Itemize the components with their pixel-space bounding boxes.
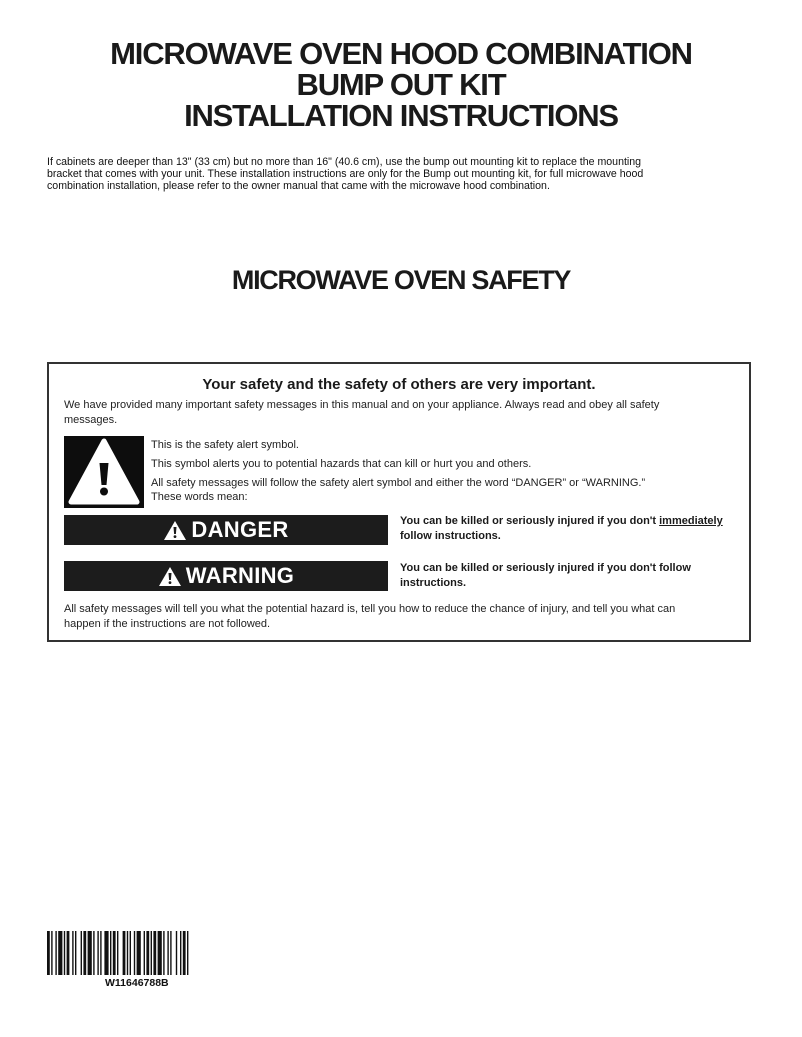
barcode-bar bbox=[83, 931, 86, 975]
safety-closing-paragraph bbox=[64, 602, 736, 632]
intro-line-2: bracket that comes with your unit. These installation instructions are only for the Bump out mounting kit, for full microwave hood bbox=[47, 168, 644, 181]
barcode-bar bbox=[144, 931, 145, 975]
safety-closing-line-1: All safety messages will tell you what the potential hazard is, tell you how to reduce the chance of injury, and tell you what can bbox=[64, 603, 676, 615]
warning-triangle-icon bbox=[64, 436, 144, 508]
barcode-bar bbox=[170, 931, 171, 975]
safety-box-heading: Your safety and the safety of others are very important. bbox=[202, 376, 596, 393]
barcode-bar bbox=[123, 931, 126, 975]
barcode-bar bbox=[93, 931, 94, 975]
safety-intro-line-2: messages. bbox=[64, 414, 118, 426]
barcode-bar bbox=[88, 931, 92, 975]
danger-label: DANGER bbox=[191, 517, 289, 542]
barcode-bar bbox=[75, 931, 76, 975]
barcode-bar bbox=[113, 931, 116, 975]
safety-box bbox=[47, 362, 751, 642]
barcode-bar bbox=[67, 931, 70, 975]
intro-line-3: combination installation, please refer to the owner manual that came with the microwave hood combination. bbox=[47, 180, 550, 193]
title-line-2: BUMP OUT KIT bbox=[296, 67, 506, 102]
barcode-bar bbox=[117, 931, 118, 975]
safety-section-heading: MICROWAVE OVEN SAFETY bbox=[231, 265, 571, 295]
alert-line-2: This symbol alerts you to potential hazards that can kill or hurt you and others. bbox=[151, 458, 532, 470]
barcode-bar bbox=[137, 931, 141, 975]
safety-alert-symbol-icon bbox=[64, 436, 144, 508]
danger-text-part1: You can be killed or seriously injured if you don't bbox=[400, 515, 660, 527]
warning-alert-icon bbox=[158, 566, 182, 587]
barcode-bar bbox=[51, 931, 52, 975]
alert-line-4: These words mean: bbox=[151, 491, 248, 503]
barcode-bar bbox=[176, 931, 177, 975]
barcode-bar bbox=[130, 931, 131, 975]
danger-signal-bar bbox=[64, 515, 388, 545]
barcode-bar bbox=[55, 931, 56, 975]
barcode-graphic bbox=[47, 931, 237, 976]
warning-text-line1: You can be killed or seriously injured if you don't follow bbox=[400, 562, 691, 574]
barcode-bar bbox=[187, 931, 188, 975]
warning-signal-bar bbox=[64, 561, 388, 591]
intro-line-1: If cabinets are deeper than 13" (33 cm) but no more than 16" (40.6 cm), use the bump out mounting kit to replace the mounting bbox=[47, 156, 642, 168]
barcode-bar bbox=[97, 931, 98, 975]
alert-line-1: This is the safety alert symbol. bbox=[151, 439, 299, 451]
barcode-bar bbox=[151, 931, 152, 975]
barcode-bar bbox=[146, 931, 149, 975]
danger-description bbox=[400, 514, 745, 544]
barcode-bar bbox=[127, 931, 128, 975]
barcode-bar bbox=[158, 931, 162, 975]
danger-text-line2: follow instructions. bbox=[400, 530, 501, 542]
barcode-bar bbox=[183, 931, 186, 975]
title-line-1: MICROWAVE OVEN HOOD COMBINATION bbox=[110, 36, 692, 71]
barcode-bar bbox=[47, 931, 50, 975]
danger-alert-icon bbox=[163, 520, 187, 541]
document-title bbox=[0, 38, 802, 131]
warning-description bbox=[400, 561, 745, 591]
barcode-number: W11646788B bbox=[105, 977, 169, 989]
title-line-3: INSTALLATION INSTRUCTIONS bbox=[184, 98, 618, 133]
barcode-bar bbox=[104, 931, 108, 975]
safety-intro-line-1: We have provided many important safety messages in this manual and on your appliance. Always read and obey all safety bbox=[64, 399, 660, 411]
barcode-bar bbox=[180, 931, 181, 975]
barcode-bar bbox=[167, 931, 168, 975]
safety-intro-paragraph bbox=[64, 398, 736, 428]
barcode-bar bbox=[110, 931, 111, 975]
barcode-bar bbox=[64, 931, 65, 975]
barcode-bar bbox=[81, 931, 82, 975]
warning-text-line2: instructions. bbox=[400, 577, 467, 589]
danger-text-emphasis: immediately bbox=[659, 515, 723, 527]
barcode-bar bbox=[134, 931, 135, 975]
barcode-bar bbox=[163, 931, 164, 975]
warning-label: WARNING bbox=[185, 563, 295, 588]
intro-paragraph bbox=[47, 156, 737, 193]
alert-line-3: All safety messages will follow the safety alert symbol and either the word “DANGER” or “WARNING.” bbox=[151, 477, 646, 489]
barcode-bar bbox=[153, 931, 156, 975]
barcode-bar bbox=[72, 931, 73, 975]
barcode-bar bbox=[100, 931, 101, 975]
safety-closing-line-2: happen if the instructions are not followed. bbox=[64, 618, 271, 630]
barcode-bar bbox=[58, 931, 62, 975]
